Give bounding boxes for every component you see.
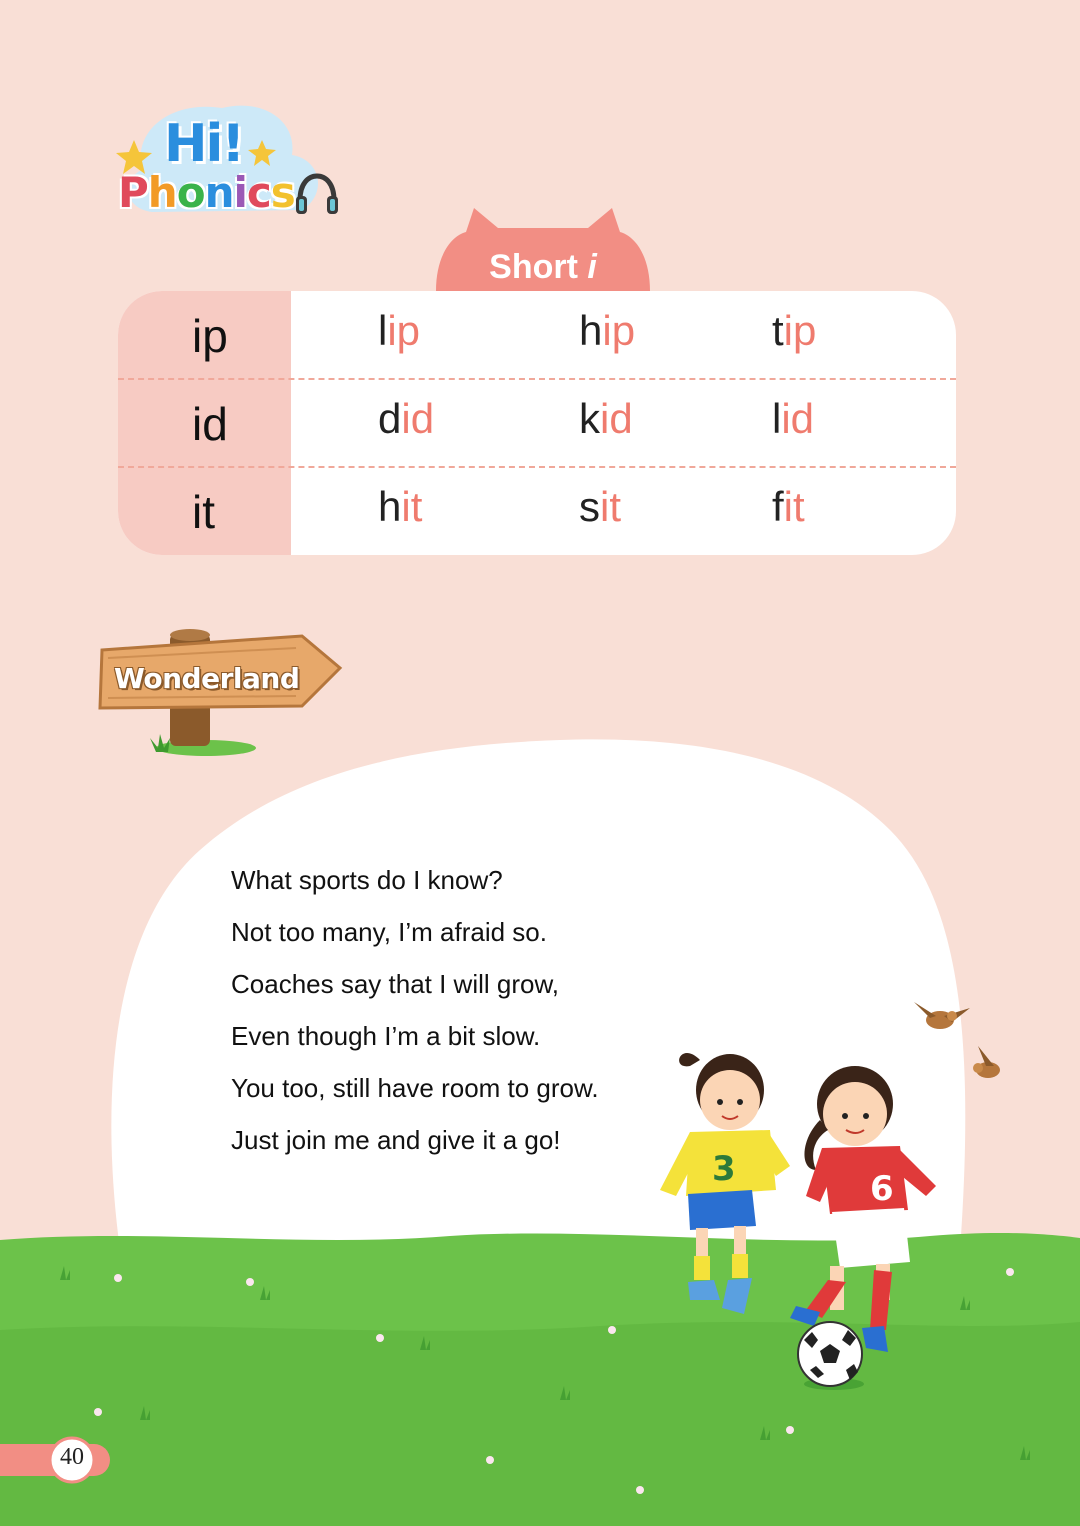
table-row [118, 291, 956, 379]
word: hip [579, 307, 636, 354]
poem-line: Coaches say that I will grow, [231, 969, 560, 999]
table-row [118, 467, 956, 555]
word: lip [378, 307, 421, 354]
short-i-tab [436, 206, 650, 296]
poem-line: You too, still have room to grow. [231, 1073, 599, 1103]
bird [914, 1002, 970, 1029]
word: sit [579, 483, 621, 530]
logo-hi: Hi! [164, 114, 244, 174]
poem-line: What sports do I know? [231, 865, 503, 895]
jersey-number: 3 [712, 1149, 736, 1189]
wonderland-signpost [96, 628, 346, 763]
signpost-label: Wonderland [114, 662, 300, 695]
table-row [118, 379, 956, 467]
word: tip [772, 307, 817, 354]
word: fit [772, 483, 805, 530]
word: hit [378, 483, 423, 530]
poem-line: Not too many, I’m afraid so. [231, 917, 547, 947]
page-number: 40 [60, 1444, 84, 1470]
headphone-icon[interactable] [292, 170, 342, 220]
rime-key: ip [192, 310, 228, 362]
poem-line: Just join me and give it a go! [231, 1125, 561, 1155]
rime-key: id [192, 398, 228, 450]
word: lid [772, 395, 815, 442]
phonics-table [118, 291, 956, 555]
word: did [378, 395, 435, 442]
soccer-illustration [0, 1000, 1080, 1526]
tab-title: Short i [489, 248, 597, 286]
word: kid [579, 395, 633, 442]
logo-phonics: Phonics [118, 168, 295, 217]
poem-line: Even though I’m a bit slow. [231, 1021, 541, 1051]
jersey-number: 6 [870, 1169, 894, 1209]
rime-key: it [192, 486, 215, 538]
bird [973, 1046, 1000, 1078]
